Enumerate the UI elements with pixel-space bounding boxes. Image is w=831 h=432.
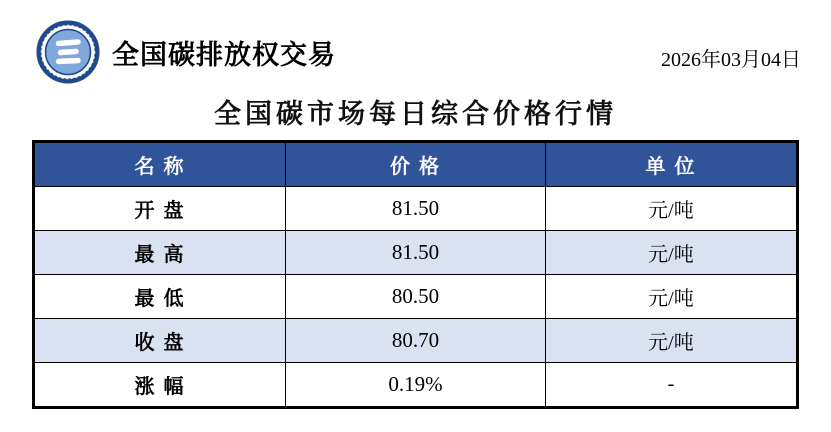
row-label: 开 盘: [34, 187, 286, 231]
column-header-name: 名 称: [34, 142, 286, 187]
row-unit: 元/吨: [545, 187, 797, 231]
price-table: [32, 140, 799, 409]
table-row-high: [34, 231, 798, 275]
row-label: 最 低: [34, 275, 286, 319]
column-header-price: 价 格: [286, 142, 546, 187]
table-row-open: [34, 187, 798, 231]
row-price: 81.50: [286, 231, 546, 275]
exchange-logo-icon: [36, 20, 100, 84]
report-date: 2026年03月04日: [661, 48, 801, 71]
table-header: [34, 142, 798, 187]
row-unit: 元/吨: [545, 231, 797, 275]
row-price: 80.50: [286, 275, 546, 319]
header: [0, 0, 831, 84]
row-price: 0.19%: [286, 363, 546, 408]
row-unit: 元/吨: [545, 319, 797, 363]
row-price: 80.70: [286, 319, 546, 363]
column-header-unit: 单 位: [545, 142, 797, 187]
row-label: 收 盘: [34, 319, 286, 363]
row-unit: 元/吨: [545, 275, 797, 319]
table-body: [34, 187, 798, 408]
header-row: [34, 142, 798, 187]
table-row-change: [34, 363, 798, 408]
table-row-close: [34, 319, 798, 363]
page-title: 全国碳市场每日综合价格行情: [214, 99, 617, 129]
brand-name: 全国碳排放权交易: [112, 39, 336, 70]
row-unit: -: [545, 363, 797, 408]
row-label: 最 高: [34, 231, 286, 275]
exchange-logo: [36, 20, 100, 84]
row-label: 涨 幅: [34, 363, 286, 408]
table-row-low: [34, 275, 798, 319]
row-price: 81.50: [286, 187, 546, 231]
